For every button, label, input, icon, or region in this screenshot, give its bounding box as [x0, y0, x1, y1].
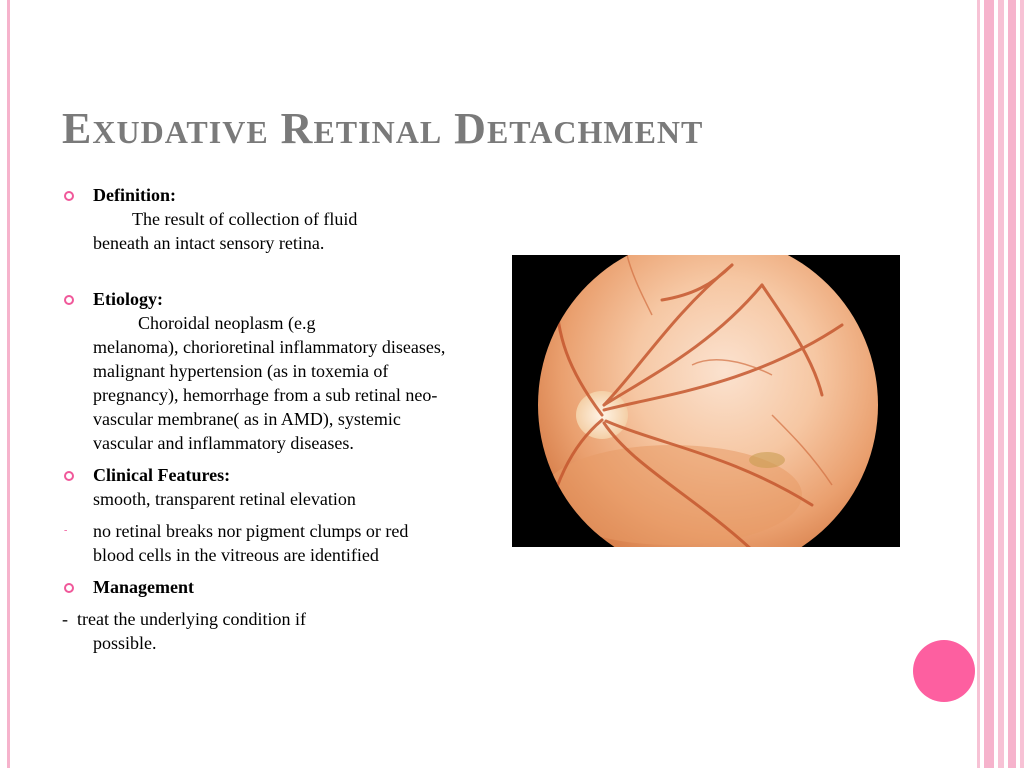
slide-title [62, 103, 703, 154]
title-word: RETINAL [280, 104, 443, 153]
management-line: possible. [93, 633, 157, 653]
bullet-ring-icon [64, 471, 74, 481]
right-border-stripes [976, 0, 1024, 768]
clinical-sub-item [62, 519, 452, 567]
stripe [984, 0, 994, 768]
management-heading: Management [93, 577, 194, 597]
title-word: EXUDATIVE [62, 104, 269, 153]
definition-item [62, 183, 452, 255]
clinical-features-item [62, 463, 452, 511]
title-word: DETACHMENT [454, 104, 704, 153]
definition-heading: Definition: [93, 185, 176, 205]
dash-bullet-icon: - [64, 525, 68, 536]
clinical-sub-text: no retinal breaks nor pigment clumps or red blood cells in the vitreous are identified [93, 521, 409, 565]
fundus-photo-icon [512, 255, 900, 547]
bullet-ring-icon [64, 191, 74, 201]
etiology-heading: Etiology: [93, 289, 163, 309]
fundus-photo [512, 255, 900, 547]
decorative-dot [913, 640, 975, 702]
management-text [62, 607, 452, 655]
management-line: treat the underlying condition if [77, 609, 306, 629]
stripe [1020, 0, 1024, 768]
etiology-text: melanoma), chorioretinal inflammatory diseases, malignant hypertension (as in toxemia of pregnancy), hemorrhage from a sub retinal neo-vascular membrane( as in AMD), systemic vascular and inflammatory diseases. [93, 337, 446, 453]
clinical-features-heading: Clinical Features: [93, 465, 231, 485]
bullet-ring-icon [64, 583, 74, 593]
etiology-item [62, 287, 452, 455]
clinical-features-line: smooth, transparent retinal elevation [93, 489, 356, 509]
stripe [977, 0, 980, 768]
stripe [1008, 0, 1016, 768]
etiology-line: Choroidal neoplasm (e.g [138, 313, 316, 333]
bullet-ring-icon [64, 295, 74, 305]
definition-line: beneath an intact sensory retina. [93, 233, 325, 253]
definition-line: The result of collection of fluid [132, 209, 358, 229]
left-border-stripe [7, 0, 10, 768]
slide-body [62, 183, 452, 655]
stripe [998, 0, 1004, 768]
management-item [62, 575, 452, 599]
management-dash: - [62, 609, 68, 629]
